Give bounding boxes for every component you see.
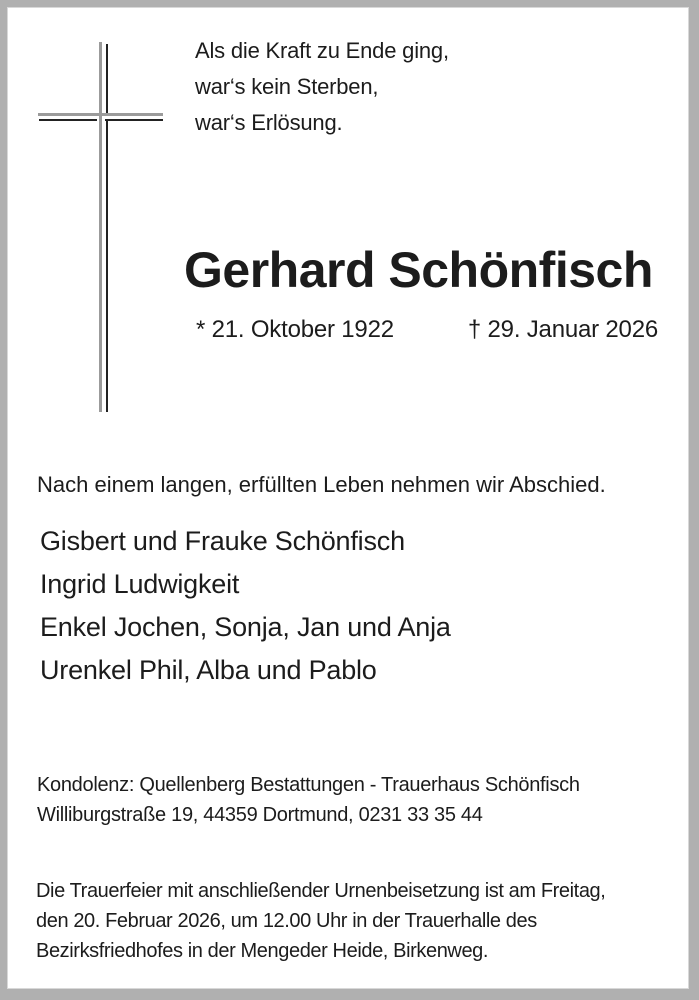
epigraph-line-2: war‘s kein Sterben,: [195, 74, 379, 99]
epigraph-line-1: Als die Kraft zu Ende ging,: [195, 38, 449, 63]
mourner-line-3: Enkel Jochen, Sonja, Jan und Anja: [40, 612, 451, 642]
cross-horizontal-gray: [38, 113, 163, 116]
condolence-block: [37, 770, 580, 830]
cross-vertical-black-lower: [106, 121, 108, 412]
death-date: † 29. Januar 2026: [467, 316, 658, 343]
mourner-line-2: Ingrid Ludwigkeit: [40, 569, 240, 599]
epigraph-line-3: war‘s Erlösung.: [195, 110, 343, 135]
condolence-line-2: Williburgstraße 19, 44359 Dortmund, 0231 33 35 44: [37, 804, 483, 826]
mourners-list: [40, 520, 451, 692]
condolence-line-1: Kondolenz: Quellenberg Bestattungen - Trauerhaus Schönfisch: [37, 774, 580, 796]
mourner-line-1: Gisbert und Frauke Schönfisch: [40, 526, 405, 556]
birth-date: * 21. Oktober 1922: [196, 316, 394, 343]
funeral-line-1: Die Trauerfeier mit anschließender Urnenbeisetzung ist am Freitag,: [36, 880, 606, 902]
epigraph: [195, 33, 449, 141]
cross-horizontal-black-right: [105, 119, 163, 121]
cross-vertical-gray: [99, 42, 102, 412]
cross-horizontal-black-left: [39, 119, 97, 121]
mourner-line-4: Urenkel Phil, Alba und Pablo: [40, 655, 377, 685]
funeral-info-block: [36, 876, 605, 966]
funeral-line-2: den 20. Februar 2026, um 12.00 Uhr in der Trauerhalle des: [36, 910, 537, 932]
farewell-line: Nach einem langen, erfüllten Leben nehmen wir Abschied.: [37, 472, 606, 497]
deceased-name: Gerhard Schönfisch: [184, 242, 653, 298]
cross-vertical-black-upper: [106, 44, 108, 113]
funeral-line-3: Bezirksfriedhofes in der Mengeder Heide, Birkenweg.: [36, 940, 489, 962]
